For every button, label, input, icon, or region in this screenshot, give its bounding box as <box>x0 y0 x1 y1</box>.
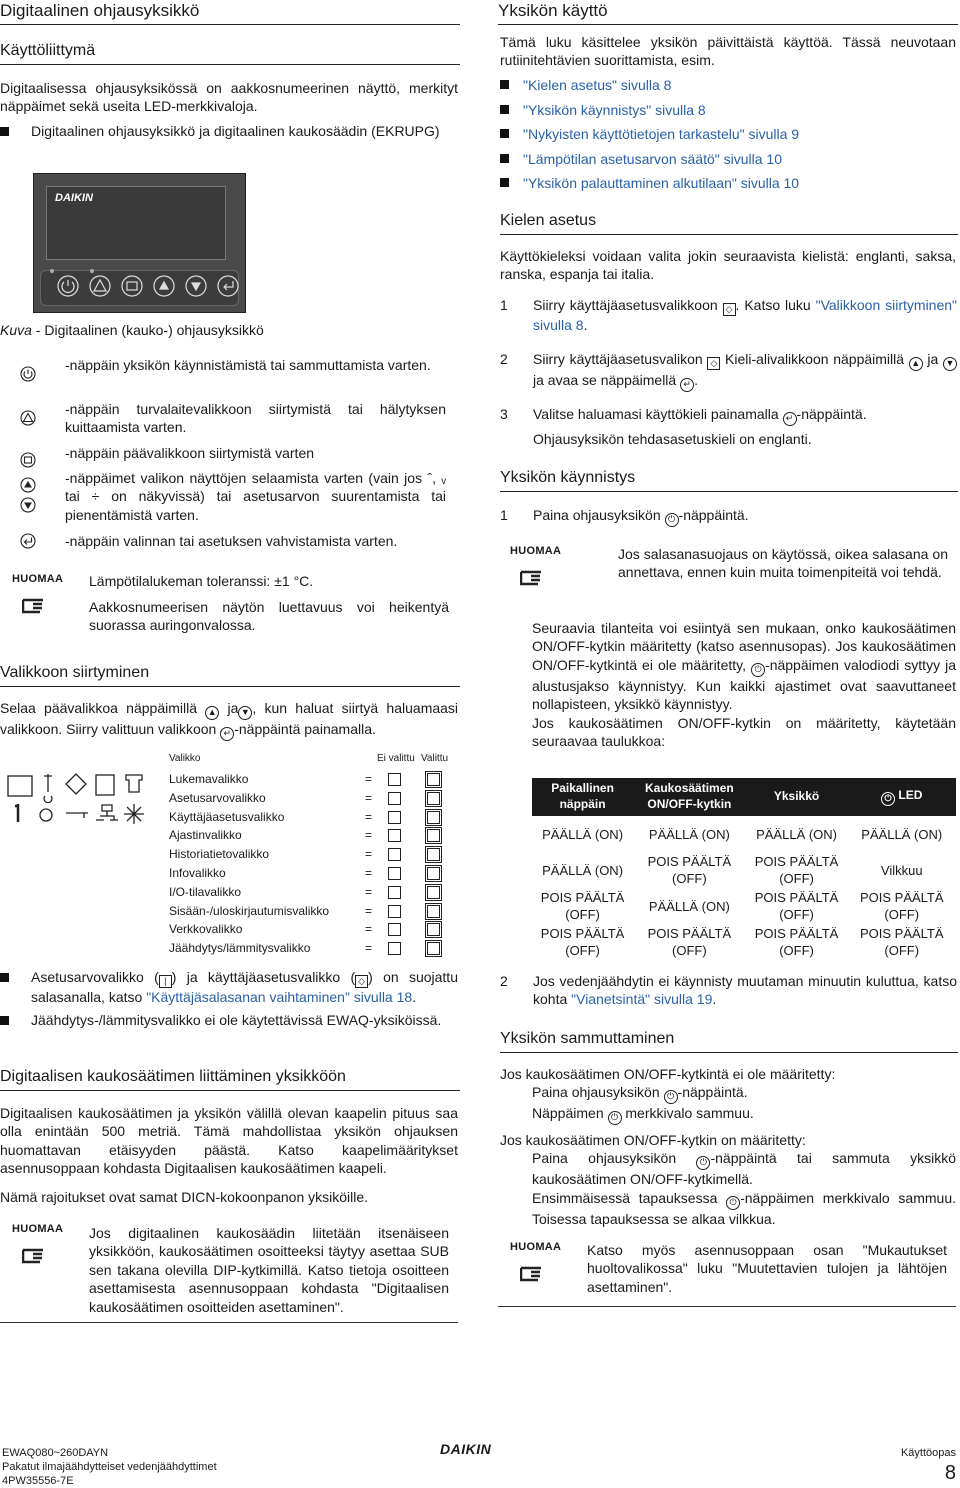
table-cell: PÄÄLLÄ (ON) <box>648 898 730 914</box>
menu-name: Lukemavalikko <box>169 772 249 786</box>
note-text: Jos salasanasuojaus on käytössä, oikea salasana on annettava, ennen kuin muita toimenpiteitä voi tehdä. <box>618 546 948 581</box>
menu-row <box>169 922 449 940</box>
menu-row <box>169 810 449 828</box>
onoff-table <box>532 778 956 960</box>
up-arrow-icon: ▲ <box>205 706 219 720</box>
info-icon <box>388 867 401 880</box>
menu-eq: = <box>365 790 373 805</box>
cross-reference-link[interactable]: "Lämpötilan asetusarvon säätö" sivulla 10 <box>523 150 782 167</box>
device-brand-logo: DAIKIN <box>55 192 93 204</box>
io-icon <box>388 886 401 899</box>
thermometer-icon-selected <box>427 792 440 805</box>
key-safety-text: -näppäin turvalaitevalikkoon siirtymistä tai hälytyksen kuittaamista varten. <box>65 401 446 436</box>
device-power-button[interactable] <box>58 276 78 296</box>
note-label: HUOMAA <box>510 1241 562 1253</box>
key-icon-selected <box>427 905 440 918</box>
pointing-hand-icon <box>22 1244 52 1266</box>
link-list-item <box>500 125 799 150</box>
key-enter-text: -näppäin valinnan tai asetuksen vahvistamista varten. <box>65 533 398 549</box>
page-number: 8 <box>944 1462 956 1484</box>
table-header: Kaukosäätimen ON/OFF-kytkin <box>633 778 745 816</box>
power-icon: ⏻ <box>608 1111 622 1125</box>
cross-reference-link[interactable]: "Nykyisten käyttötietojen tarkastelu" sivulla 9 <box>523 126 800 142</box>
menu-eq: = <box>365 828 373 843</box>
device-menu-button[interactable] <box>122 276 142 296</box>
cross-reference-link[interactable]: "Yksikön palauttaminen alkutilaan" sivulla 10 <box>523 175 800 191</box>
table-cell: PÄÄLLÄ (ON) <box>542 826 624 842</box>
link-list <box>500 76 799 199</box>
table-cell: PÄÄLLÄ (ON) <box>756 826 838 842</box>
menu-name: I/O-tilavalikko <box>169 884 242 899</box>
section-liittaminen: Digitaalisen kaukosäätimen liittäminen yksikköön <box>0 1066 460 1091</box>
menu-eq: = <box>365 941 373 956</box>
key-legend-icons <box>20 366 38 556</box>
power-icon: ⏻ <box>726 1196 740 1210</box>
kieli-paragraph: Käyttökieleksi voidaan valita jokin seuraavista kielistä: englanti, saksa, ranska, espanja tai italia. <box>500 248 956 283</box>
link-list-item <box>500 150 799 175</box>
table-cell: PÄÄLLÄ (ON) <box>861 826 943 842</box>
timer-icon <box>96 775 114 795</box>
menu-name: Asetusarvovalikko <box>169 790 266 805</box>
history-icon <box>388 848 401 861</box>
note-label: HUOMAA <box>12 573 64 585</box>
table-cell: POIS PÄÄLTÄ (OFF) <box>540 926 625 958</box>
footer-model: EWAQ080~260DAYN <box>2 1447 109 1459</box>
menu-table-header: Valittu <box>421 753 449 764</box>
menu-name: Infovalikko <box>169 866 226 880</box>
note-password <box>510 544 956 604</box>
user-settings-icon-selected <box>427 811 440 824</box>
menu-row <box>169 772 449 790</box>
menu-icon <box>21 453 35 467</box>
power-icon: ⏻ <box>881 792 895 806</box>
key-icon <box>66 813 88 818</box>
network-icon <box>388 923 401 936</box>
pointing-hand-icon <box>22 594 52 616</box>
table-header: ⏻ LED <box>848 778 956 816</box>
menu-table-header: Ei valittu <box>377 753 415 764</box>
table-header: Paikallinen näppäin <box>532 778 633 816</box>
cooling-heating-icon <box>124 804 144 824</box>
menu-eq: = <box>365 922 373 937</box>
menu-eq: = <box>365 847 373 862</box>
menu-row <box>169 791 449 809</box>
cable-paragraph: Digitaalisen kaukosäätimen ja yksikön välillä olevan kaapelin pituus saa olla enintään 500 metriä. Tämä mahdollistaa yksikön ohjauksen huomattavan etäisyyden päästä. Katso kaapelimääritykset asennusoppaan kohdasta Digitaalisen kaukosäätimen kaapeli. <box>0 1105 458 1177</box>
device-down-button[interactable] <box>186 276 206 296</box>
menu-row <box>169 866 449 884</box>
read-menu-icon <box>388 773 401 786</box>
figure-caption: Kuva - Digitaalinen (kauko-) ohjausyksikkö <box>0 322 264 338</box>
table-header: Yksikkö <box>746 778 848 816</box>
footer-brand-logo: DAIKIN <box>440 1441 492 1457</box>
intro-paragraph: Digitaalisessa ohjausyksikössä on aakkosnumeerinen näyttö, merkityt näppäimet sekä useita LED-merkkivaloja. <box>0 80 458 115</box>
menu-name: Käyttäjäasetusvalikko <box>169 809 285 824</box>
power-icon: ⏻ <box>751 663 765 677</box>
down-arrow-icon <box>21 498 35 512</box>
io-icon <box>40 809 52 821</box>
table-row <box>532 816 956 852</box>
link-list-item <box>500 76 799 101</box>
dicn-paragraph: Nämä rajoitukset ovat samat DICN-kokoonpanon yksiköille. <box>0 1189 369 1205</box>
key-arrows-text: -näppäimet valikon näyttöjen selaamista varten (vain jos ˆ, ᵥ tai ÷ on näkyvissä) tai asetusarvon suurentamista tai pienentämistä varten. <box>65 470 446 523</box>
table-row <box>532 888 956 924</box>
history-icon <box>126 775 142 792</box>
table-cell: POIS PÄÄLTÄ (OFF) <box>754 926 839 958</box>
down-arrow-icon: ▼ <box>238 706 252 720</box>
menu-row <box>169 847 449 865</box>
cross-reference-link[interactable]: "Kielen asetus" sivulla 8 <box>523 77 672 93</box>
menu-row <box>169 904 449 922</box>
enter-icon <box>21 534 35 548</box>
footer-desc: Pakatut ilmajäähdytteiset vedenjäähdyttimet <box>2 1461 217 1473</box>
menu-eq: = <box>365 772 373 786</box>
pointing-hand-icon <box>520 566 550 588</box>
menu-name: Sisään-/uloskirjautumisvalikko <box>169 903 330 918</box>
table-cell: POIS PÄÄLTÄ (OFF) <box>859 926 944 958</box>
menu-eq: = <box>365 809 373 824</box>
menu-name: Jäähdytys/lämmitysvalikko <box>169 941 311 956</box>
user-settings-icon: ◇ <box>723 303 736 316</box>
link-kayttajasalasana[interactable]: "Käyttäjäsalasanan vaihtaminen" sivulla 18 <box>146 989 413 1005</box>
menu-eq: = <box>365 884 373 899</box>
table-row <box>532 852 956 888</box>
enter-icon: ↵ <box>680 378 694 392</box>
note-text: Jos digitaalinen kaukosäädin liitetään itsenäiseen yksikköön, kaukosäätimen osoitteeksi täytyy asettaa SUB sen takana olevilla DIP-kytkimillä. Katso tietoja osoitteen asettamisesta asennusoppaan kohdasta "Digitaalisen kaukosäätimen osoitteiden asettaminen". <box>89 1225 449 1315</box>
user-settings-icon: ◇ <box>707 357 720 370</box>
enter-icon: ↵ <box>783 412 797 426</box>
timer-icon <box>388 829 401 842</box>
up-arrow-icon: ▲ <box>909 357 923 371</box>
note-label: HUOMAA <box>12 1223 64 1235</box>
note-label: HUOMAA <box>510 545 562 557</box>
link-valikkoon[interactable]: "Valikkoon siirtyminen" sivulla 8 <box>533 297 958 333</box>
table-cell: POIS PÄÄLTÄ (OFF) <box>754 854 839 886</box>
menu-table <box>169 752 459 962</box>
note-text: Lämpötilalukeman toleranssi: ±1 °C. <box>89 573 314 589</box>
down-arrow-icon: ▼ <box>943 357 957 371</box>
power-icon: ⏻ <box>665 513 679 527</box>
menu-eq: = <box>365 866 373 880</box>
enter-icon: ↵ <box>220 727 234 741</box>
user-settings-icon <box>388 811 401 824</box>
menu-name: Ajastinvalikko <box>169 828 242 843</box>
table-cell: POIS PÄÄLTÄ (OFF) <box>859 890 944 922</box>
link-list-item <box>500 174 799 199</box>
power-icon <box>21 367 35 381</box>
pointing-hand-icon <box>520 1262 550 1284</box>
up-arrow-icon <box>21 478 35 492</box>
power-icon: ⏻ <box>696 1156 710 1170</box>
menu-row <box>169 941 449 959</box>
timer-icon-selected <box>427 829 440 842</box>
section-kaynnistys: Yksikön käynnistys <box>500 467 958 492</box>
bullet-ekrupg: Digitaalinen ohjausyksikkö ja digitaalinen kaukosäädin (EKRUPG) <box>0 122 458 140</box>
table-row <box>532 924 956 960</box>
menu-eq: = <box>365 903 373 918</box>
key-menu-text: -näppäin päävalikkoon siirtymistä varten <box>65 445 315 461</box>
note-text: Katso myös asennusoppaan osan "Mukautukset huoltovalikossa" luku "Muutettavien tulojen ja lähtöjen asettaminen". <box>587 1242 947 1295</box>
cross-reference-link[interactable]: "Yksikön käynnistys" sivulla 8 <box>523 101 706 118</box>
bullet-cooling: Jäähdytys-/lämmitysvalikko ei ole käytettävissä EWAQ-yksiköissä. <box>0 1011 458 1029</box>
note-sub-address <box>12 1222 458 1318</box>
table-cell: PÄÄLLÄ (ON) <box>648 826 730 842</box>
cooling-heating-icon <box>388 942 401 955</box>
section-title-kaytto: Yksikön käyttö <box>498 1 608 20</box>
device-safety-button[interactable] <box>90 276 110 296</box>
note-text: Aakkosnumeerisen näytön luettavuus voi heikentyä suorassa auringonvalossa. <box>89 599 449 634</box>
menu-table-header: Valikko <box>169 753 201 764</box>
safety-icon <box>21 411 35 425</box>
stop-case-2: Jos kaukosäätimen ON/OFF-kytkin on määritetty: Paina ohjausyksikön ⏻ -näppäintä tai sammuta yksikkö kaukosäätimen ON/OFF-kytkimellä. Ensimmäisessä tapauksessa ⏻ -näppäimen merkkivalo sammuu. Toisessa tapauksessa se alkaa vilkkua. <box>500 1132 956 1227</box>
note-custom <box>510 1240 956 1302</box>
footer-code: 4PW35556-7E <box>2 1475 74 1487</box>
section-sammutus: Yksikön sammuttaminen <box>500 1028 958 1053</box>
menu-name: Verkkovalikko <box>169 922 243 937</box>
section-kayttoliittyma: Käyttöliittymä <box>0 40 460 65</box>
io-icon-selected <box>427 886 440 899</box>
cooling-heating-icon-selected <box>427 942 440 955</box>
network-icon <box>96 805 118 820</box>
table-cell: POIS PÄÄLTÄ (OFF) <box>647 926 732 958</box>
link-list-item <box>500 101 799 126</box>
device-up-button[interactable] <box>154 276 174 296</box>
user-settings-icon <box>66 774 86 794</box>
key-icon <box>388 905 401 918</box>
page-title: Digitaalinen ohjausyksikkö <box>0 1 200 20</box>
network-icon-selected <box>427 923 440 936</box>
stop-case-1: Jos kaukosäätimen ON/OFF-kytkintä ei ole määritetty: Paina ohjausyksikön ⏻ -näppäintä. Näppäimen ⏻ merkkivalo sammuu. <box>500 1065 956 1125</box>
section-valikkoon: Valikkoon siirtyminen <box>0 662 460 687</box>
kaytto-intro: Tämä luku käsittelee yksikön päivittäistä käyttöä. Tässä neuvotaan rutiinitehtävien suorittamista, esim. <box>500 34 956 69</box>
table-cell: POIS PÄÄLTÄ (OFF) <box>647 854 732 886</box>
thermometer-icon <box>44 774 52 803</box>
note-tolerance <box>12 572 452 642</box>
device-enter-button[interactable] <box>218 276 238 296</box>
bullet-protected: Asetusarvovalikko ( | ) ja käyttäjäasetusvalikko ( ◇ ) on suojattu salasanalla, katso "Käyttäjäsalasanan vaihtaminen" sivulla 18. <box>0 968 458 1006</box>
thermometer-icon: | <box>159 975 172 988</box>
info-icon-selected <box>427 867 440 880</box>
menu-name: Historiatietovalikko <box>169 847 270 862</box>
thermometer-icon <box>388 792 401 805</box>
situations-paragraph: Seuraavia tilanteita voi esiintyä sen mukaan, onko kaukosäätimen ON/OFF-kytkin määritetty (katso asennusopas). Jos kaukosäätimen ON/OFF-kytkintä ei ole määritetty, ⏻ -näppäimen valodiodi syttyy ja alustusjakso käynnistyy. Kun kaikki ajastimet ovat saavuttaneet nollapisteen, yksikkö käynnistyy. Jos kaukosäätimen ON/OFF-kytkin on määritetty, käytetään seuraavaa taulukkoa: <box>532 620 956 750</box>
menu-nav-paragraph: Selaa päävalikkoa näppäimillä ▲ ja ▼ , kun haluat siirtyä haluamaasi valikkoon. Siirry valittuun valikkoon ↵ -näppäintä painamalla. <box>0 699 458 741</box>
user-settings-icon: ◇ <box>355 975 368 988</box>
table-cell: POIS PÄÄLTÄ (OFF) <box>754 890 839 922</box>
read-menu-icon <box>8 776 32 796</box>
footer-doc: Käyttöopas <box>900 1447 956 1459</box>
info-icon <box>15 804 19 822</box>
step-3-note: Ohjausyksikön tehdasasetuskieli on englanti. <box>533 431 812 447</box>
table-cell: PÄÄLLÄ (ON) <box>542 862 624 878</box>
history-icon-selected <box>427 848 440 861</box>
section-kielen-asetus: Kielen asetus <box>500 210 958 235</box>
menu-row <box>169 885 449 903</box>
power-icon: ⏻ <box>664 1090 678 1104</box>
controller-device-image <box>33 173 246 313</box>
key-onoff-text: -näppäin yksikön käynnistämistä tai sammuttamista varten. <box>65 357 431 373</box>
read-menu-icon-selected <box>427 773 440 786</box>
footer-left <box>2 1446 217 1488</box>
table-cell: Vilkkuu <box>880 862 923 878</box>
menu-icon-grid <box>4 770 164 828</box>
link-vianetsinta[interactable]: "Vianetsintä" sivulla 19 <box>571 991 713 1008</box>
table-cell: POIS PÄÄLTÄ (OFF) <box>540 890 625 922</box>
menu-row <box>169 828 449 846</box>
